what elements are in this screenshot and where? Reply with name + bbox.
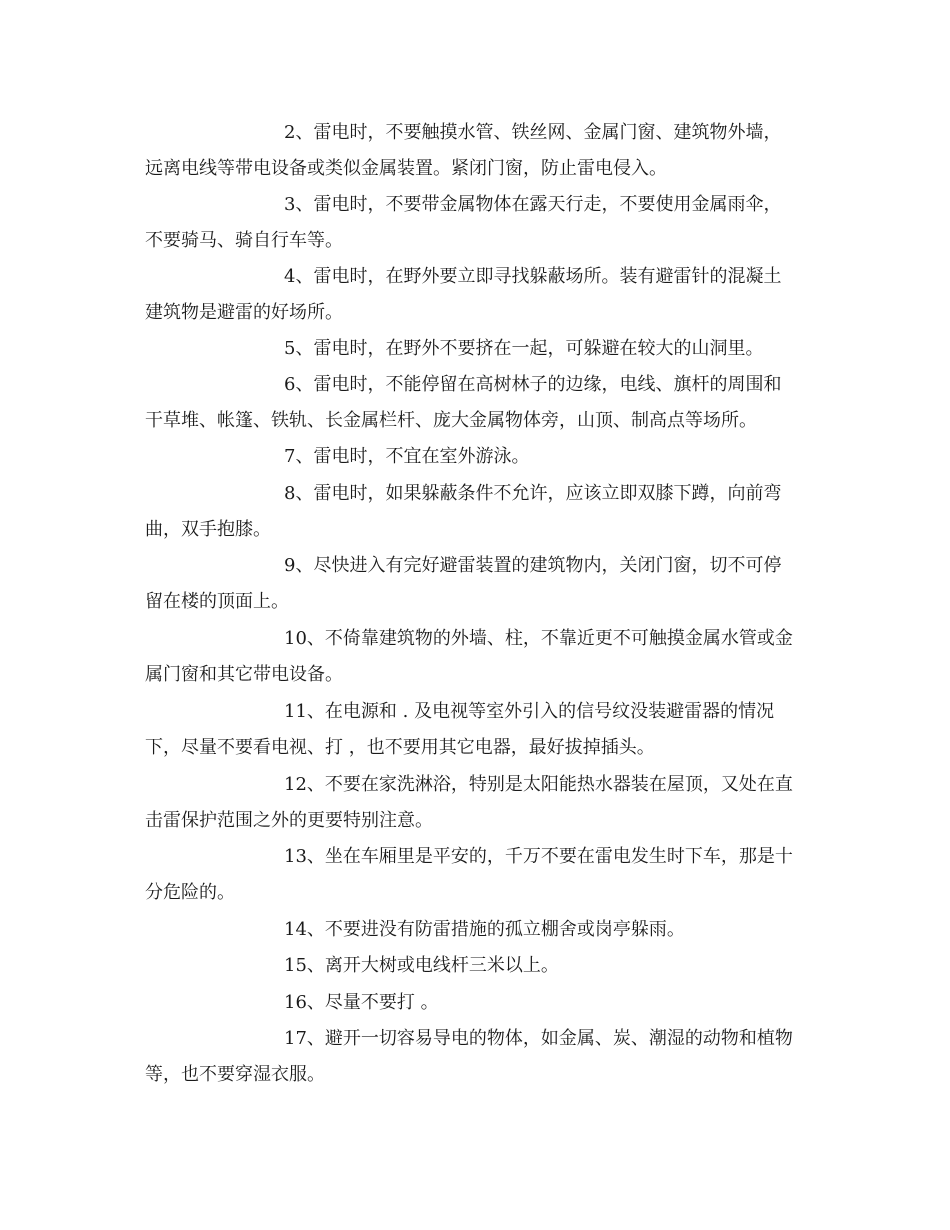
paragraph-line: 8、雷电时，如果躲蔽条件不允许，应该立即双膝下蹲，向前弯 — [284, 483, 782, 504]
paragraph-item-2 — [145, 115, 810, 187]
paragraph-line: 下，尽量不要看电视、打 ，也不要用其它电器，最好拔掉插头。 — [145, 737, 655, 758]
paragraph-line: 等，也不要穿湿衣服。 — [145, 1064, 325, 1085]
paragraph-line: 不要骑马、骑自行车等。 — [145, 230, 343, 251]
paragraph-line: 分危险的。 — [145, 882, 235, 903]
paragraph-line: 10、不倚靠建筑物的外墙、柱，不靠近更不可触摸金属水管或金 — [284, 628, 793, 649]
paragraph-line: 曲，双手抱膝。 — [145, 519, 271, 540]
paragraph-line: 7、雷电时，不宜在室外游泳。 — [284, 446, 530, 467]
paragraph-item-6 — [145, 367, 810, 439]
paragraph-line: 留在楼的顶面上。 — [145, 591, 289, 612]
paragraph-line: 9、尽快进入有完好避雷装置的建筑物内，关闭门窗，切不可停 — [284, 555, 782, 576]
paragraph-line: 干草堆、帐篷、铁轨、长金属栏杆、庞大金属物体旁，山顶、制高点等场所。 — [145, 410, 757, 431]
paragraph-item-12 — [145, 767, 810, 839]
paragraph-line: 3、雷电时，不要带金属物体在露天行走，不要使用金属雨伞， — [284, 194, 782, 215]
paragraph-line: 12、不要在家洗淋浴，特别是太阳能热水器装在屋顶，又处在直 — [284, 774, 793, 795]
paragraph-item-15 — [145, 948, 810, 984]
paragraph-line: 属门窗和其它带电设备。 — [145, 664, 343, 685]
paragraph-line: 16、尽量不要打 。 — [284, 992, 439, 1013]
paragraph-line: 15、离开大树或电线杆三米以上。 — [284, 955, 559, 976]
paragraph-line: 4、雷电时，在野外要立即寻找躲蔽场所。装有避雷针的混凝土 — [284, 266, 782, 287]
paragraph-item-7 — [145, 439, 810, 475]
paragraph-line: 17、避开一切容易导电的物体，如金属、炭、潮湿的动物和植物 — [284, 1028, 793, 1049]
paragraph-line: 击雷保护范围之外的更要特别注意。 — [145, 810, 433, 831]
paragraph-item-11 — [145, 694, 810, 766]
paragraph-line: 11、在电源和 . 及电视等室外引入的信号纹没装避雷器的情况 — [284, 701, 775, 722]
paragraph-item-9 — [145, 548, 810, 620]
paragraph-line: 2、雷电时，不要触摸水管、铁丝网、金属门窗、建筑物外墙， — [284, 122, 782, 143]
paragraph-line: 建筑物是避雷的好场所。 — [145, 302, 343, 323]
paragraph-item-16 — [145, 985, 810, 1021]
paragraph-item-14 — [145, 912, 810, 948]
paragraph-line: 远离电线等带电设备或类似金属装置。紧闭门窗，防止雷电侵入。 — [145, 158, 667, 179]
paragraph-line: 5、雷电时，在野外不要挤在一起，可躲避在较大的山洞里。 — [284, 338, 764, 359]
paragraph-line: 14、不要进没有防雷措施的孤立棚舍或岗亭躲雨。 — [284, 919, 685, 940]
paragraph-item-4 — [145, 259, 810, 331]
paragraph-item-3 — [145, 187, 810, 259]
paragraph-item-8 — [145, 476, 810, 548]
paragraph-line: 13、坐在车厢里是平安的，千万不要在雷电发生时下车，那是十 — [284, 846, 793, 867]
paragraph-line: 6、雷电时，不能停留在高树林子的边缘，电线、旗杆的周围和 — [284, 374, 782, 395]
paragraph-item-5 — [145, 331, 810, 367]
paragraph-item-10 — [145, 621, 810, 693]
paragraph-item-17 — [145, 1021, 810, 1093]
paragraph-item-13 — [145, 839, 810, 911]
